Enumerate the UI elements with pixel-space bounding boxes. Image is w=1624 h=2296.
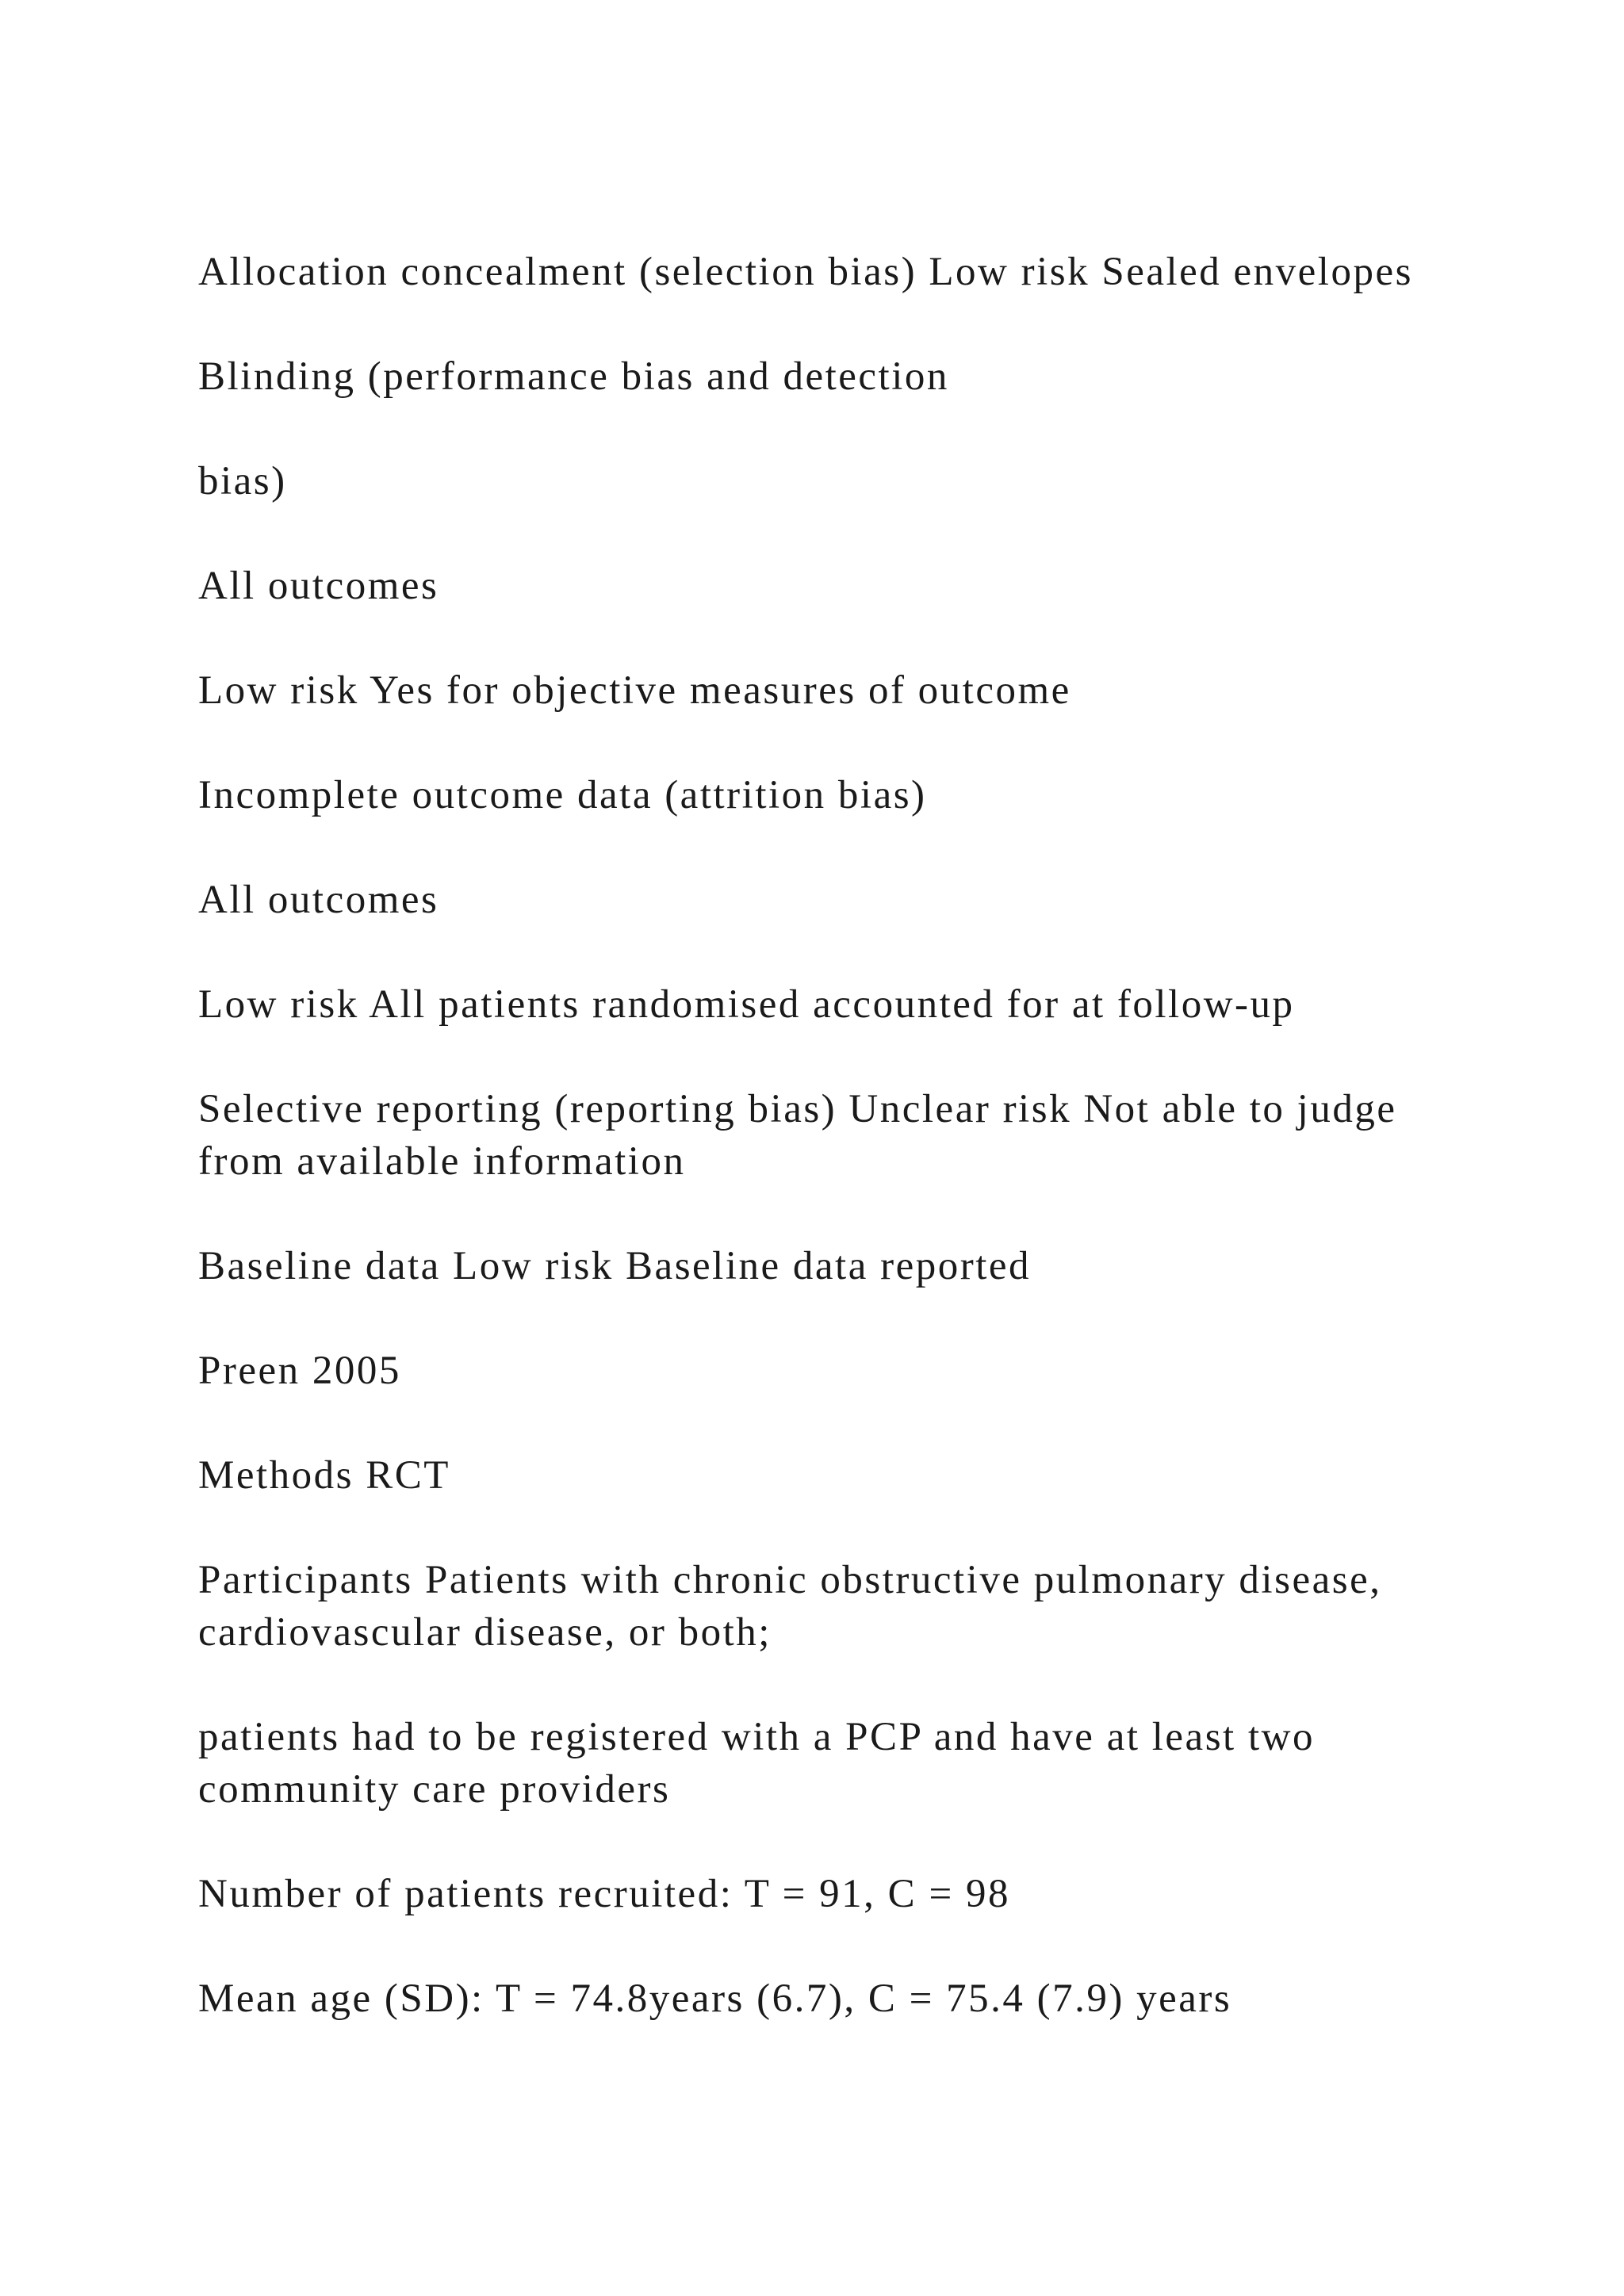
paragraph-participants: Participants Patients with chronic obstructive pulmonary disease, cardiovascular disease, or both; [198, 1558, 1382, 1655]
paragraph-mean-age: Mean age (SD): T = 74.8years (6.7), C = 75.4 (7.9) years [198, 1976, 1232, 2021]
paragraph-methods: Methods RCT [198, 1453, 450, 1498]
paragraph-low-risk-objective: Low risk Yes for objective measures of outcome [198, 668, 1071, 713]
paragraph-allocation-concealment: Allocation concealment (selection bias) Low risk Sealed envelopes [198, 250, 1413, 294]
paragraph-baseline-data: Baseline data Low risk Baseline data reported [198, 1244, 1031, 1288]
document-body [198, 246, 1435, 2077]
paragraph-patients-recruited: Number of patients recruited: T = 91, C = 98 [198, 1872, 1010, 1916]
paragraph-registration: patients had to be registered with a PCP and have at least two community care providers [198, 1715, 1315, 1812]
paragraph-all-outcomes-2: All outcomes [198, 878, 439, 922]
paragraph-selective-reporting: Selective reporting (reporting bias) Unclear risk Not able to judge from available information [198, 1087, 1397, 1184]
paragraph-incomplete-outcome: Incomplete outcome data (attrition bias) [198, 773, 927, 817]
paragraph-low-risk-follow-up: Low risk All patients randomised accounted for at follow-up [198, 982, 1295, 1027]
paragraph-study-title: Preen 2005 [198, 1349, 401, 1393]
paragraph-all-outcomes: All outcomes [198, 564, 439, 608]
paragraph-bias: bias) [198, 459, 287, 503]
paragraph-blinding: Blinding (performance bias and detection [198, 354, 949, 399]
